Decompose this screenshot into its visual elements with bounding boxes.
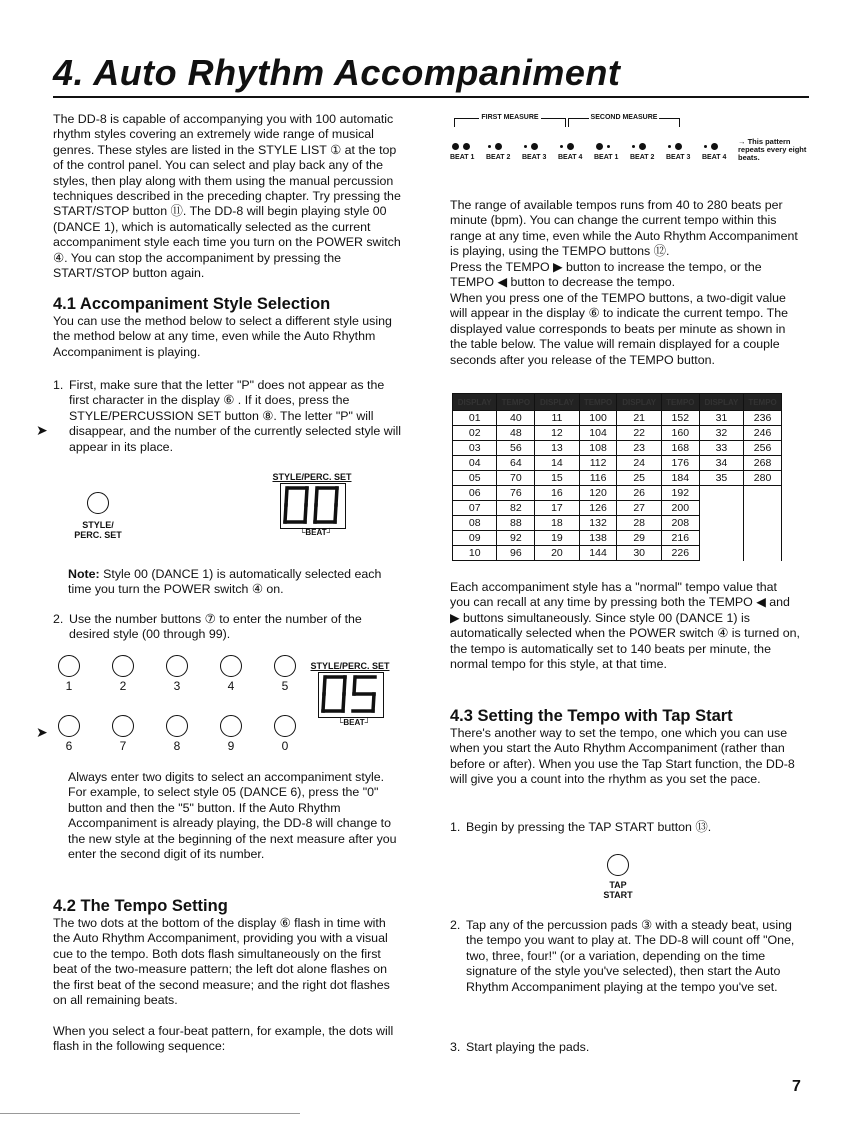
table-cell: 82 <box>497 501 535 516</box>
step-2-detail: Always enter two digits to select an accompaniment style. For example, to select style 05 (DANCE 6), press the "0" button and then the "5" button. If the Auto Rhythm Accompaniment is already playing, the DD-8 will change to the new style at the beginning of the next measure after you enter the second digit of its number. <box>68 770 397 862</box>
table-cell: 108 <box>579 441 617 456</box>
table-row <box>453 411 782 426</box>
beat-label: BEAT 3 <box>522 154 547 161</box>
table-cell: 31 <box>699 411 743 426</box>
intro-paragraph: The DD-8 is capable of accompanying you with 100 automatic rhythm styles covering an extremely wide range of musical genres. These styles are listed in the STYLE LIST ① at the top of the control panel. You can select and play back any of the styles, then play along with them using the manual percussion techniques described in the preceding chapter. Try pressing the START/STOP button ⑪. The DD-8 will begin playing style 00 (DANCE 1), which is automatically selected as the current accompaniment style each time you turn on the POWER switch ④. You can stop the accompaniment by pressing the START/STOP button again. <box>53 112 401 281</box>
step-text: Tap any of the percussion pads ③ with a steady beat, using the tempo you want to play at. The DD-8 will count off "One, two, three, four!" (or a variation, depending on the time signature of the style you've selected), then start the Auto Rhythm Accompaniment playing at the tempo you've set. <box>466 918 795 994</box>
beat-label: BEAT 1 <box>450 154 475 161</box>
table-cell: 256 <box>744 441 782 456</box>
table-cell: 216 <box>661 531 699 546</box>
number-button[interactable] <box>220 655 242 693</box>
table-cell: 70 <box>497 471 535 486</box>
number-label: 2 <box>119 679 127 693</box>
first-measure-bracket <box>454 114 566 127</box>
display-label: STYLE/PERC. SET <box>310 661 390 671</box>
column-header: TEMPO <box>744 394 782 411</box>
section-4-2-body-2: When you select a four-beat pattern, for example, the dots will flash in the following sequence: <box>53 1024 394 1054</box>
dot-pair <box>558 138 582 148</box>
table-cell: 18 <box>535 516 579 531</box>
button-circle[interactable] <box>58 655 80 677</box>
section-4-3-heading: 4.3 Setting the Tempo with Tap Start <box>450 707 733 725</box>
normal-tempo-paragraph: Each accompaniment style has a "normal" tempo value that you can recall at any time by pressing both the TEMPO ◀ and ▶ buttons simultaneously. Since style 00 (DANCE 1) is automatically selected when the POWER switch ④ is turned on, the tempo is automatically set to 140 beats per minute, the normal tempo for this style, at that time. <box>450 580 800 672</box>
page-title: 4. Auto Rhythm Accompaniment <box>53 52 621 93</box>
beat-dot <box>639 143 646 150</box>
number-button[interactable] <box>58 655 80 693</box>
segment <box>335 505 336 522</box>
beat-dot <box>488 145 491 148</box>
table-cell: 17 <box>535 501 579 516</box>
first-measure-label: FIRST MEASURE <box>481 114 539 121</box>
tempo-paragraph-2: Press the TEMPO ▶ button to increase the tempo, or the TEMPO ◀ button to decrease the tempo. <box>450 260 762 290</box>
number-button[interactable] <box>220 715 242 753</box>
beat-label: BEAT 2 <box>630 154 655 161</box>
led-display <box>280 483 346 529</box>
column-header: DISPLAY <box>453 394 497 411</box>
table-cell: 144 <box>579 546 617 561</box>
step-text: Use the number buttons ⑦ to enter the number of the desired style (00 through 99). <box>69 612 362 642</box>
beat-item <box>594 138 618 161</box>
note-text: Style 00 (DANCE 1) is automatically selected each time you turn the POWER switch ④ on. <box>68 567 382 597</box>
table-cell-empty <box>699 486 743 501</box>
display-digits <box>281 484 343 526</box>
beat-label: └BEAT┘ <box>299 528 333 537</box>
label-line: START <box>603 890 633 900</box>
beat-dot <box>607 145 610 148</box>
label-line: PERC. SET <box>74 530 122 540</box>
beat-item <box>630 138 654 161</box>
tap-start-label <box>592 880 644 900</box>
number-label: 5 <box>281 679 289 693</box>
tap-step-1 <box>450 820 800 835</box>
tempo-table <box>452 393 782 561</box>
number-label: 4 <box>227 679 235 693</box>
button-circle[interactable] <box>58 715 80 737</box>
table-cell-empty <box>699 531 743 546</box>
beat-item <box>666 138 690 161</box>
section-4-2-body: The two dots at the bottom of the display ⑥ flash in time with the Auto Rhythm Accompaniment, providing you with a visual cue to the tempo. Both dots flash simultaneously on the first beat of the two-measure pattern; the left dot alone flashes on the first beat of the second measure; and the right dot flashes on all remaining beats. <box>53 916 390 1008</box>
beat-label: BEAT 4 <box>558 154 583 161</box>
number-button[interactable] <box>274 715 296 753</box>
table-cell: 04 <box>453 456 497 471</box>
step-number: 3. <box>450 1040 461 1054</box>
second-measure-bracket <box>568 114 680 127</box>
table-cell: 200 <box>661 501 699 516</box>
beat-dot <box>463 143 470 150</box>
beat-label: BEAT 4 <box>702 154 727 161</box>
column-header: DISPLAY <box>699 394 743 411</box>
table-cell: 184 <box>661 471 699 486</box>
table-cell: 16 <box>535 486 579 501</box>
style-perc-set-button[interactable] <box>87 492 109 514</box>
step-text: Start playing the pads. <box>466 1040 590 1054</box>
tempo-paragraph-1: The range of available tempos runs from 40 to 280 beats per minute (bpm). You can change the current tempo within this range at any time, even while the Auto Rhythm Accompaniment is playing, using the TEMPO buttons ⑫. <box>450 198 798 259</box>
beat-dot <box>524 145 527 148</box>
button-circle[interactable] <box>220 715 242 737</box>
table-cell: 268 <box>744 456 782 471</box>
table-cell: 25 <box>617 471 661 486</box>
table-cell: 32 <box>699 426 743 441</box>
display-label: STYLE/PERC. SET <box>272 472 352 482</box>
button-circle[interactable] <box>166 655 188 677</box>
segment <box>354 677 355 694</box>
table-cell: 26 <box>617 486 661 501</box>
table-cell: 33 <box>699 441 743 456</box>
table-cell: 76 <box>497 486 535 501</box>
note-label: Note: <box>68 567 100 581</box>
table-cell: 12 <box>535 426 579 441</box>
segment <box>316 488 317 505</box>
button-circle[interactable] <box>166 715 188 737</box>
table-cell-empty <box>744 486 782 501</box>
beat-dot <box>675 143 682 150</box>
title-rule <box>53 96 809 98</box>
table-cell: 192 <box>661 486 699 501</box>
number-button[interactable] <box>58 715 80 753</box>
table-cell: 132 <box>579 516 617 531</box>
table-header-row <box>453 394 782 411</box>
button-circle[interactable] <box>274 715 296 737</box>
beat-dot <box>632 145 635 148</box>
table-row <box>453 531 782 546</box>
table-row <box>453 456 782 471</box>
number-button[interactable] <box>274 655 296 693</box>
tempo-paragraph-3: When you press one of the TEMPO buttons, a two-digit value will appear in the display ⑥ to indicate the current tempo. The displayed value corresponds to beats per minute as shown in the table below. The value will remain displayed for a couple seconds after you release of the TEMPO button. <box>450 291 789 367</box>
number-button[interactable] <box>112 715 134 753</box>
table-cell: 07 <box>453 501 497 516</box>
beat-dot <box>560 145 563 148</box>
table-cell: 35 <box>699 471 743 486</box>
table-cell-empty <box>744 546 782 561</box>
style-perc-set-label <box>72 520 124 540</box>
step-number: 1. <box>450 820 461 834</box>
table-cell: 29 <box>617 531 661 546</box>
table-cell: 01 <box>453 411 497 426</box>
segment <box>373 694 374 711</box>
section-4-2-heading: 4.2 The Tempo Setting <box>53 897 228 915</box>
table-cell: 56 <box>497 441 535 456</box>
number-button[interactable] <box>166 655 188 693</box>
step-text: First, make sure that the letter "P" does not appear as the first character in the display ⑥ . If it does, press the STYLE/PERCUSSION SET button ⑧. The letter "P" will disappear, and the number of the currently selected style will appear in its place. <box>69 378 401 454</box>
beat-text: BEAT <box>343 718 365 727</box>
segment <box>315 505 316 522</box>
dot-pair <box>630 138 654 148</box>
segment <box>306 488 307 505</box>
beat-label: BEAT 2 <box>486 154 511 161</box>
table-cell: 30 <box>617 546 661 561</box>
table-cell: 208 <box>661 516 699 531</box>
beat-dot <box>668 145 671 148</box>
led-display <box>318 672 384 718</box>
note <box>68 567 403 598</box>
table-cell-empty <box>744 516 782 531</box>
number-label: 9 <box>227 739 235 753</box>
table-row <box>453 486 782 501</box>
segment <box>286 488 287 505</box>
table-cell: 11 <box>535 411 579 426</box>
table-cell: 10 <box>453 546 497 561</box>
beat-item <box>558 138 582 161</box>
number-label: 3 <box>173 679 181 693</box>
segment <box>285 505 286 522</box>
beat-pattern-diagram <box>450 114 810 178</box>
table-row <box>453 546 782 561</box>
dot-pair <box>702 138 726 148</box>
number-label: 7 <box>119 739 127 753</box>
table-cell-empty <box>699 546 743 561</box>
table-cell: 34 <box>699 456 743 471</box>
table-cell: 08 <box>453 516 497 531</box>
table-cell: 28 <box>617 516 661 531</box>
table-cell: 02 <box>453 426 497 441</box>
table-cell: 27 <box>617 501 661 516</box>
button-circle[interactable] <box>112 655 134 677</box>
label-line: TAP <box>609 880 627 890</box>
beat-dot <box>495 143 502 150</box>
table-cell: 138 <box>579 531 617 546</box>
table-cell: 236 <box>744 411 782 426</box>
number-label: 8 <box>173 739 181 753</box>
table-cell: 160 <box>661 426 699 441</box>
table-cell: 20 <box>535 546 579 561</box>
dot-pair <box>522 138 546 148</box>
number-label: 1 <box>65 679 73 693</box>
table-cell: 64 <box>497 456 535 471</box>
table-cell: 14 <box>535 456 579 471</box>
number-buttons <box>58 655 308 755</box>
number-button[interactable] <box>112 655 134 693</box>
table-cell: 13 <box>535 441 579 456</box>
label-line: STYLE/ <box>82 520 114 530</box>
table-cell-empty <box>699 516 743 531</box>
table-cell: 112 <box>579 456 617 471</box>
beat-item <box>702 138 726 161</box>
beat-dot <box>531 143 538 150</box>
step-text: Begin by pressing the TAP START button ⑬. <box>466 820 712 834</box>
table-cell: 21 <box>617 411 661 426</box>
column-header: TEMPO <box>661 394 699 411</box>
tap-step-2 <box>450 918 800 995</box>
table-cell: 88 <box>497 516 535 531</box>
step-number: 1. <box>53 378 64 392</box>
dot-pair <box>450 138 474 148</box>
tap-start-button[interactable] <box>607 854 629 876</box>
table-cell: 92 <box>497 531 535 546</box>
beat-label: └BEAT┘ <box>337 718 371 727</box>
table-cell-empty <box>744 531 782 546</box>
dot-pair <box>486 138 510 148</box>
page-number: 7 <box>792 1078 801 1095</box>
beat-item <box>450 138 474 161</box>
beat-dot <box>704 145 707 148</box>
number-label: 6 <box>65 739 73 753</box>
segment <box>343 694 344 711</box>
button-circle[interactable] <box>220 655 242 677</box>
segment <box>323 694 324 711</box>
step-number: 2. <box>450 918 461 932</box>
table-cell: 116 <box>579 471 617 486</box>
table-cell: 15 <box>535 471 579 486</box>
beat-dot <box>711 143 718 150</box>
table-cell: 40 <box>497 411 535 426</box>
table-cell: 226 <box>661 546 699 561</box>
dot-pair <box>666 138 690 148</box>
table-cell-empty <box>699 501 743 516</box>
step-2 <box>53 612 403 643</box>
button-circle[interactable] <box>112 715 134 737</box>
repeat-note: → This pattern repeats every eight beats. <box>738 137 807 162</box>
table-cell: 09 <box>453 531 497 546</box>
scan-edge <box>0 1113 300 1114</box>
beat-dot <box>567 143 574 150</box>
second-measure-label: SECOND MEASURE <box>590 114 658 121</box>
beat-item <box>486 138 510 161</box>
table-cell: 126 <box>579 501 617 516</box>
table-cell: 176 <box>661 456 699 471</box>
margin-arrow-icon: ➤ <box>36 422 48 438</box>
tap-step-3 <box>450 1040 800 1055</box>
column-header: DISPLAY <box>535 394 579 411</box>
beat-sequence <box>450 138 750 178</box>
table-row <box>453 501 782 516</box>
table-cell: 22 <box>617 426 661 441</box>
beat-label: BEAT 3 <box>666 154 691 161</box>
column-header: TEMPO <box>497 394 535 411</box>
segment <box>305 505 306 522</box>
table-cell: 120 <box>579 486 617 501</box>
section-4-1-heading: 4.1 Accompaniment Style Selection <box>53 295 331 313</box>
button-circle[interactable] <box>274 655 296 677</box>
table-row <box>453 516 782 531</box>
section-4-1-intro: You can use the method below to select a different style using the method below at any time, even while the Auto Rhythm Accompaniment is playing. <box>53 314 392 359</box>
beat-dot <box>452 143 459 150</box>
segment <box>336 488 337 505</box>
column-header: TEMPO <box>579 394 617 411</box>
table-cell: 246 <box>744 426 782 441</box>
table-cell: 19 <box>535 531 579 546</box>
table-cell: 48 <box>497 426 535 441</box>
beat-dot <box>596 143 603 150</box>
dot-pair <box>594 138 618 148</box>
table-cell: 05 <box>453 471 497 486</box>
display-digits <box>319 673 381 715</box>
beat-item <box>522 138 546 161</box>
table-cell: 168 <box>661 441 699 456</box>
table-cell: 23 <box>617 441 661 456</box>
beat-label: BEAT 1 <box>594 154 619 161</box>
table-cell: 280 <box>744 471 782 486</box>
section-4-3-intro: There's another way to set the tempo, one which you can use when you start the Auto Rhythm Accompaniment (rather than before or after). When you use the Tap Start function, the DD-8 will give you a count into the rhythm as you set the pace. <box>450 726 795 787</box>
column-header: DISPLAY <box>617 394 661 411</box>
table-cell: 96 <box>497 546 535 561</box>
step-1 <box>53 378 403 455</box>
table-row <box>453 426 782 441</box>
table-cell: 03 <box>453 441 497 456</box>
table-cell: 104 <box>579 426 617 441</box>
segment <box>324 677 325 694</box>
table-cell: 152 <box>661 411 699 426</box>
table-row <box>453 441 782 456</box>
table-cell: 24 <box>617 456 661 471</box>
table-cell-empty <box>744 501 782 516</box>
step-number: 2. <box>53 612 64 626</box>
table-cell: 100 <box>579 411 617 426</box>
segment <box>344 677 345 694</box>
beat-text: BEAT <box>305 528 327 537</box>
table-row <box>453 471 782 486</box>
margin-arrow-icon: ➤ <box>36 724 48 740</box>
number-button[interactable] <box>166 715 188 753</box>
table-cell: 06 <box>453 486 497 501</box>
number-label: 0 <box>281 739 289 753</box>
